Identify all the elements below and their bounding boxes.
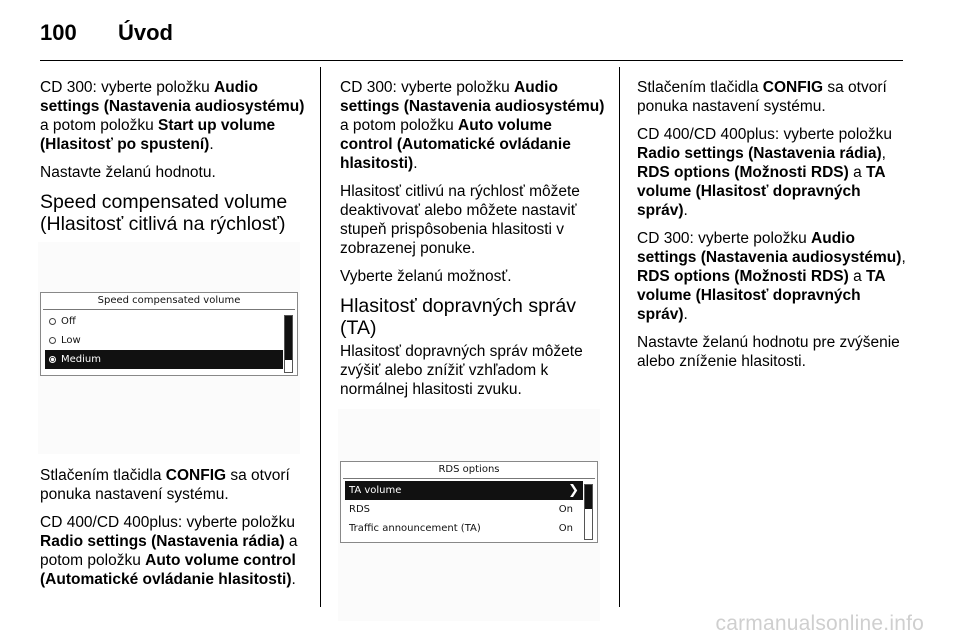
lcd-scrollbar-thumb (285, 316, 292, 360)
paragraph: CD 400/CD 400plus: vyberte položku Radio settings (Nastavenia rádia) a potom položku Auto volume control (Automatické ovládanie hlasitosti). (40, 514, 298, 588)
lcd-display (340, 461, 598, 543)
header-rule (40, 60, 903, 61)
paragraph: CD 300: vyberte položku Audio settings (Nastavenia audiosystému) a potom položku Start up volume (Hlasitosť po spustení). (40, 79, 305, 153)
lcd-title: RDS options (343, 462, 595, 479)
lcd-scrollbar (584, 484, 593, 540)
lcd-row-ta-volume: TA volume ❯ (345, 481, 583, 500)
rds-options-screenshot (338, 409, 600, 621)
column-2 (340, 78, 608, 621)
lcd-scrollbar (284, 315, 293, 373)
column-divider-1 (320, 67, 321, 607)
section-heading: Hlasitosť dopravných správ (TA) (340, 295, 576, 339)
column-1 (40, 78, 308, 598)
column-divider-2 (619, 67, 620, 607)
paragraph: Hlasitosť dopravných správ môžete zvýšiť alebo znížiť vzhľadom k normálnej hlasitosti zvuku. (340, 343, 583, 398)
radio-button-icon (49, 337, 56, 344)
paragraph: Vyberte želanú možnosť. (340, 268, 512, 285)
radio-button-icon (49, 356, 56, 363)
paragraph: CD 400/CD 400plus: vyberte položku Radio settings (Nastavenia rádia), RDS options (Možnosti RDS) a TA volume (Hlasitosť dopravných správ). (637, 126, 893, 219)
page-title: Úvod (118, 20, 173, 45)
speed-volume-screenshot (38, 242, 300, 454)
radio-button-icon (49, 318, 56, 325)
paragraph: CD 300: vyberte položku Audio settings (Nastavenia audiosystému), RDS options (Možnosti RDS) a TA volume (Hlasitosť dopravných správ). (637, 230, 906, 323)
chevron-right-icon: ❯ (568, 483, 579, 498)
watermark: carmanualsonline.info (715, 612, 924, 635)
column-3 (637, 78, 907, 380)
page-number: 100 (40, 20, 77, 45)
lcd-option-medium: Medium (45, 350, 283, 369)
lcd-display (40, 292, 298, 376)
lcd-option-off: Off (45, 312, 283, 331)
paragraph: CD 300: vyberte položku Audio settings (Nastavenia audiosystému) a potom položku Auto volume control (Automatické ovládanie hlasitosti). (340, 79, 605, 172)
paragraph: Nastavte želanú hodnotu. (40, 164, 216, 181)
lcd-option-low: Low (45, 331, 283, 350)
lcd-scrollbar-thumb (585, 485, 592, 509)
lcd-title: Speed compensated volume (43, 293, 295, 310)
paragraph: Nastavte želanú hodnotu pre zvýšenie alebo zníženie hlasitosti. (637, 334, 900, 370)
lcd-row-rds: RDS On (349, 504, 573, 515)
paragraph: Hlasitosť citlivú na rýchlosť môžete deaktivovať alebo môžete nastaviť stupeň prispôsobenia hlasitosti v zobrazenej ponuke. (340, 183, 580, 257)
paragraph: Stlačením tlačidla CONFIG sa otvorí ponuka nastavení systému. (40, 467, 290, 503)
lcd-row-traffic-announcement: Traffic announcement (TA) On (349, 523, 573, 534)
section-heading: Speed compensated volume (Hlasitosť citlivá na rýchlosť) (40, 191, 288, 235)
paragraph: Stlačením tlačidla CONFIG sa otvorí ponuka nastavení systému. (637, 79, 887, 115)
